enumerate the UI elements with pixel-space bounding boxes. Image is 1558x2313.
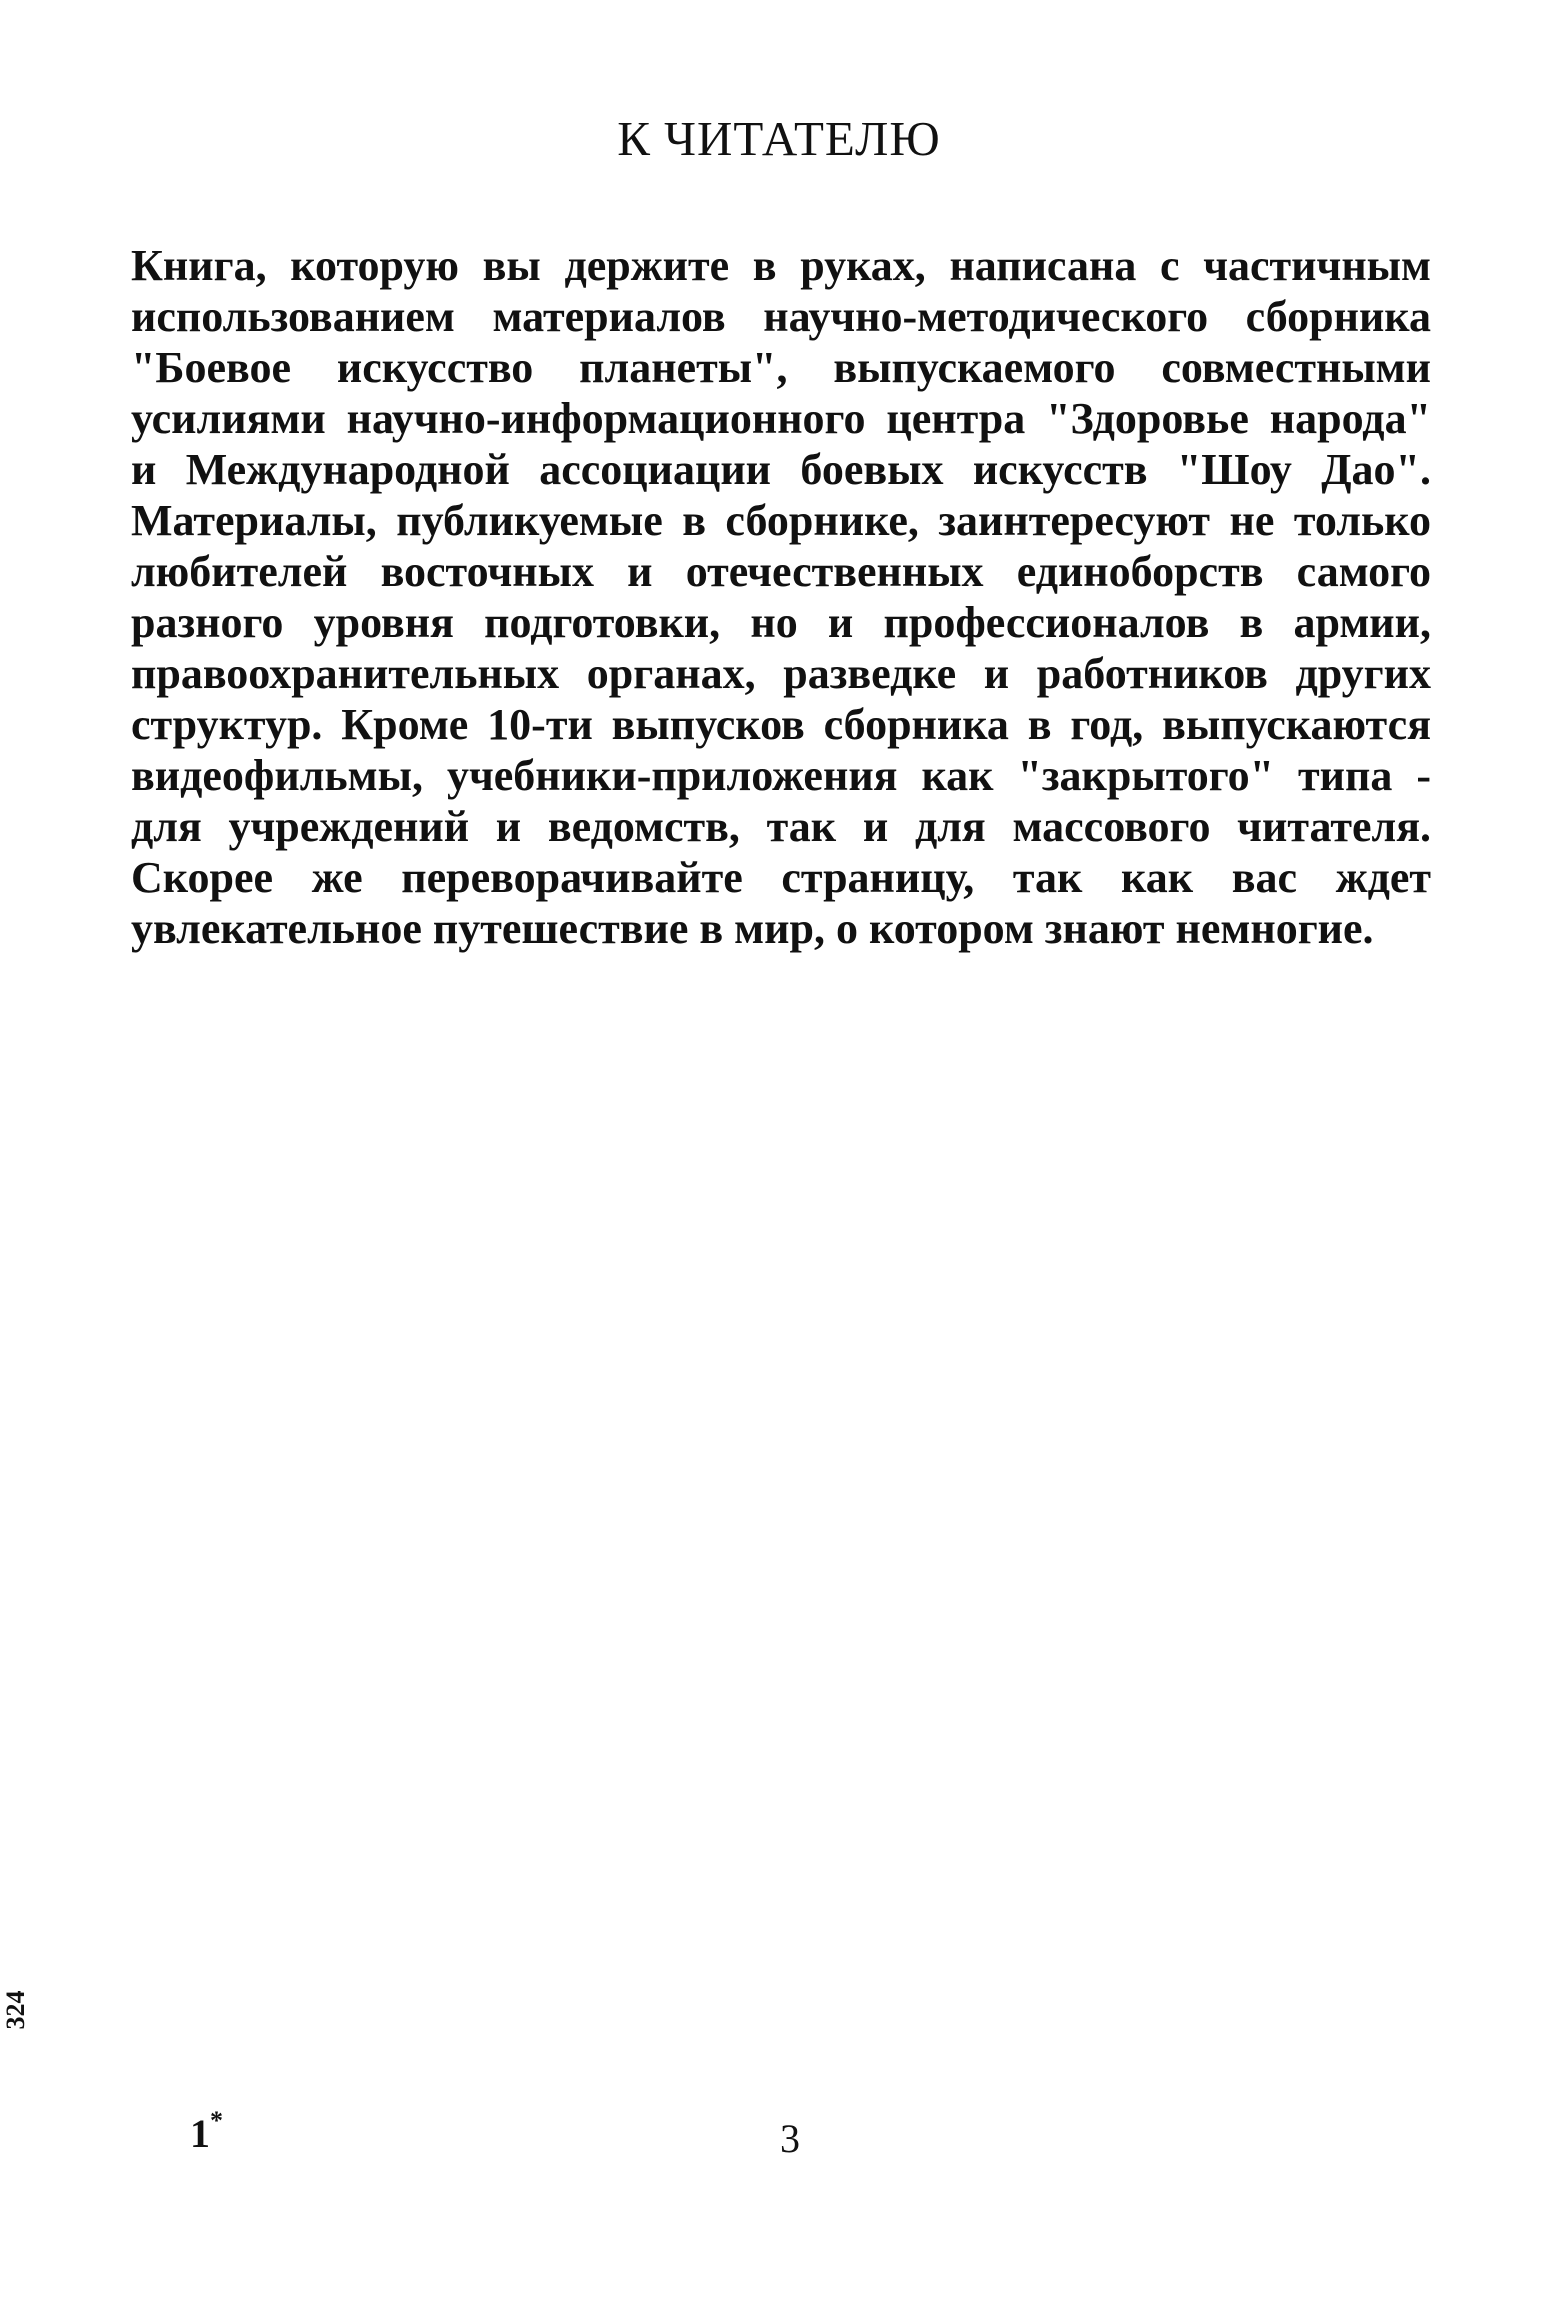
paragraph-line: усилиями научно-информационного центра "Здоровье народа" [131, 394, 1431, 443]
margin-print-number: 324 [1, 1990, 30, 2030]
paragraph-line: Книга, которую вы держите в руках, написана с частичным [131, 241, 1431, 290]
body-paragraph [131, 240, 1431, 954]
paragraph-line: и Международной ассоциации боевых искусств "Шоу Дао". [131, 445, 1431, 494]
page-number: 3 [780, 2116, 800, 2161]
paragraph-line: видеофильмы, учебники-приложения как "закрытого" типа - [131, 751, 1431, 800]
paragraph-line: структур. Кроме 10-ти выпусков сборника в год, выпускаются [131, 700, 1431, 749]
page-title: К ЧИТАТЕЛЮ [617, 111, 941, 166]
paragraph-line: правоохранительных органах, разведке и работников других [131, 649, 1431, 698]
signature-mark [190, 2106, 223, 2157]
signature-mark-number: 1 [190, 2111, 210, 2156]
paragraph-line: "Боевое искусство планеты", выпускаемого совместными [131, 343, 1431, 392]
signature-mark-star: * [210, 2106, 223, 2135]
paragraph-line: любителей восточных и отечественных единоборств самого [131, 547, 1431, 596]
paragraph-line: для учреждений и ведомств, так и для массового читателя. [131, 802, 1431, 851]
paragraph-line: Скорее же переворачивайте страницу, так как вас ждет [131, 853, 1431, 902]
paragraph-line: разного уровня подготовки, но и профессионалов в армии, [131, 598, 1431, 647]
paragraph-line: увлекательное путешествие в мир, о котором знают немногие. [131, 904, 1374, 953]
paragraph-line: Материалы, публикуемые в сборнике, заинтересуют не только [131, 496, 1431, 545]
paragraph-line: использованием материалов научно-методического сборника [131, 292, 1431, 341]
